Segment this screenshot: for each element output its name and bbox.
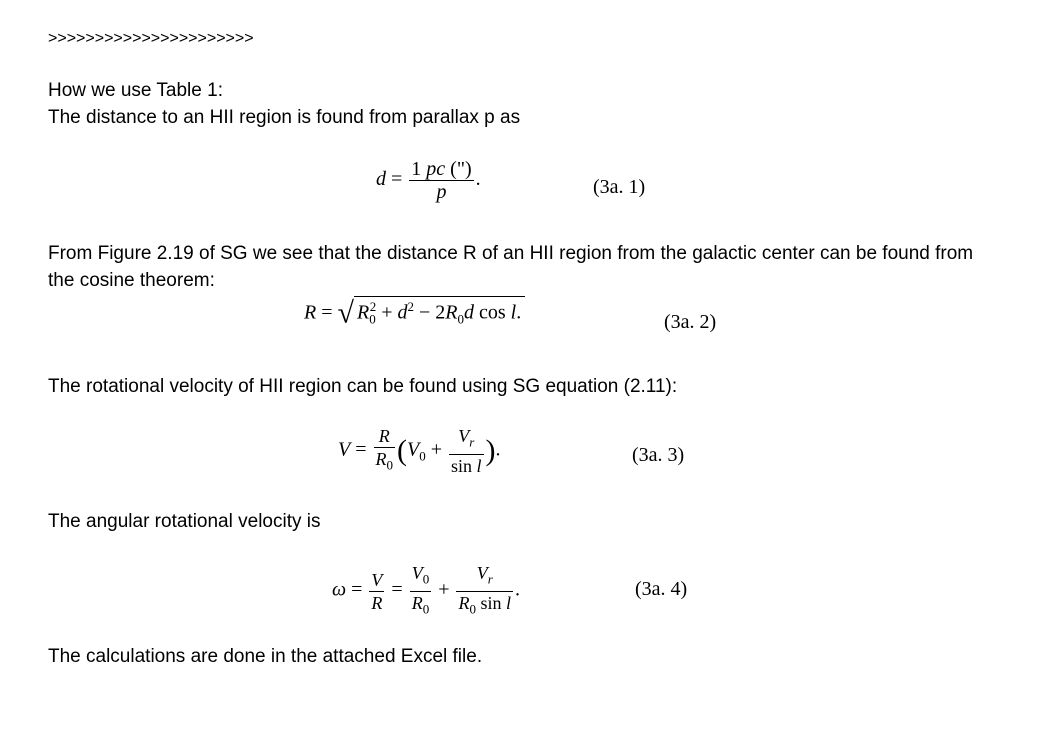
paragraph-table-usage: How we use Table 1: <box>48 80 223 101</box>
equation-label-4: (3a. 4) <box>635 578 688 600</box>
equation-label-1: (3a. 1) <box>593 176 646 198</box>
equation-rotational-velocity: V = $\frac{R}{R_0}$ ($V_0$ + $\frac{V_r}{\text{sin l}}$ ). <box>338 426 501 476</box>
paragraph-angular-velocity: The angular rotational velocity is <box>48 511 321 532</box>
equation-galactic-distance: R = √ $R_0^2 + d^2 - 2R_0d$ cos l. <box>304 296 525 331</box>
equation-label-2: (3a. 2) <box>664 311 717 333</box>
equation-label-3: (3a. 3) <box>632 444 685 466</box>
paragraph-calculations: The calculations are done in the attached Excel file. <box>48 646 483 667</box>
separator-line: >>>>>>>>>>>>>>>>>>>>>> <box>48 30 254 47</box>
equation-distance: d = $\frac{1 pc (")}{p}$ . <box>376 158 481 203</box>
equation-angular-velocity: ω = $\frac{V}{R}$ = $\frac{V_0}{R_0}$ + $\frac{V_r}{R_0 \sin l}$ . <box>332 563 520 617</box>
paragraph-cosine-theorem: From Figure 2.19 of SG we see that the distance R of an HII region from the galactic center can be found from the cosine theorem: <box>48 243 974 291</box>
paragraph-distance-intro: The distance to an HII region is found from parallax p as <box>48 107 521 128</box>
paragraph-rotational-velocity: The rotational velocity of HII region can be found using SG equation (2.11): <box>48 376 678 397</box>
